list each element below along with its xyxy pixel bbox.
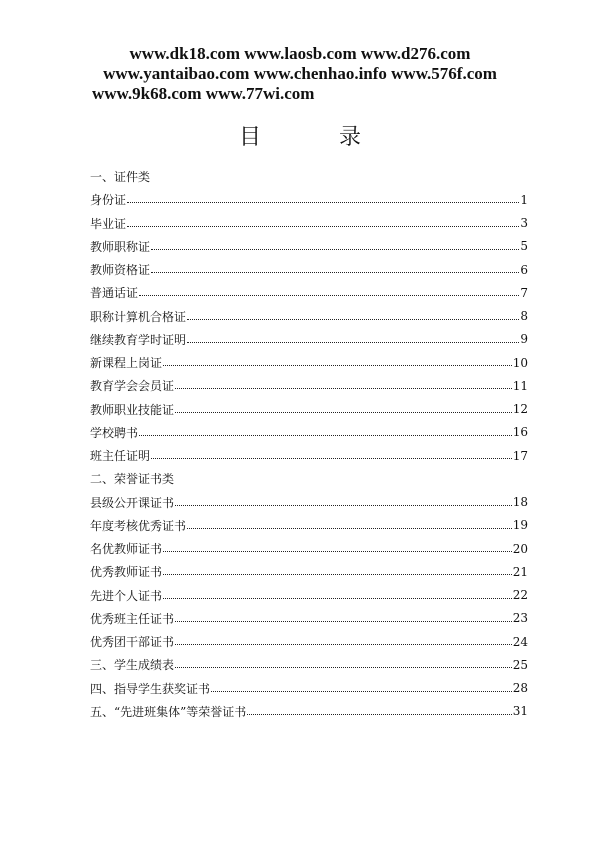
dot-leader [151,458,512,459]
toc-entry-label: 二、荣誉证书类 [90,472,175,487]
dot-leader [151,249,519,250]
toc-entry [90,700,528,723]
dot-leader [175,621,512,622]
toc-page-number: 11 [512,378,528,393]
header-urls [0,44,600,104]
toc-entry [90,258,528,281]
toc-entry-label: 学校聘书 [90,425,139,440]
toc-entry-label: 优秀团干部证书 [90,635,175,650]
dot-leader [175,667,512,668]
toc-entry-label: 身份证 [90,193,127,208]
toc-entry-label: 教育学会会员证 [90,379,175,394]
toc-entry-label: 一、证件类 [90,170,151,185]
toc-page-number: 16 [512,425,528,440]
dot-leader [163,598,512,599]
toc-entry-label: 优秀班主任证书 [90,611,175,626]
dot-leader [163,365,512,366]
toc-page-number: 12 [512,402,528,417]
toc-entry [90,630,528,653]
toc-entry-label: 三、学生成绩表 [90,658,175,673]
dot-leader [139,295,519,296]
dot-leader [127,226,519,227]
toc-page-number: 1 [520,192,528,207]
toc-page-number: 23 [512,611,528,626]
dot-leader [187,342,519,343]
dot-leader [175,388,512,389]
toc-section-heading [90,467,528,490]
header-line-3: www.9k68.com www.77wi.com [92,84,315,103]
dot-leader [151,272,519,273]
toc-entry-label: 优秀教师证书 [90,565,163,580]
toc-entry [90,328,528,351]
toc-section-heading [90,165,528,188]
toc-entry [90,188,528,211]
toc-entry-label: 教师职称证 [90,239,151,254]
toc-page-number: 24 [512,634,528,649]
toc-entry-label: 普通话证 [90,286,139,301]
toc-entry [90,398,528,421]
toc-page-number: 3 [520,216,528,231]
toc-page-number: 7 [520,285,528,300]
toc-entry [90,514,528,537]
dot-leader [175,505,512,506]
dot-leader [211,691,512,692]
toc-entry [90,281,528,304]
toc-page-number: 17 [512,448,528,463]
toc-entry-label: 五、“先进班集体”等荣誉证书 [90,704,247,719]
toc-entry-label: 教师资格证 [90,263,151,278]
toc-page-number: 19 [512,518,528,533]
toc-page-number: 9 [520,332,528,347]
toc-entry-label: 职称计算机合格证 [90,309,187,324]
dot-leader [247,714,511,715]
toc-entry [90,584,528,607]
toc-entry [90,560,528,583]
toc-entry [90,351,528,374]
toc-entry [90,537,528,560]
toc-page-number: 5 [520,239,528,254]
toc-page-number: 8 [520,309,528,324]
dot-leader [163,551,512,552]
toc-entry-label: 年度考核优秀证书 [90,518,187,533]
toc-entry [90,653,528,676]
toc-entry-label: 继续教育学时证明 [90,332,187,347]
toc-entry [90,212,528,235]
toc-entry-label: 教师职业技能证 [90,402,175,417]
toc-page-number: 18 [512,495,528,510]
toc-entry-label: 先进个人证书 [90,588,163,603]
toc-entry-label: 四、指导学生获奖证书 [90,681,211,696]
toc-entry-label: 毕业证 [90,216,127,231]
header-line-2: www.yantaibao.com www.chenhao.info www.576f.com [103,64,497,83]
header-line-1: www.dk18.com www.laosb.com www.d276.com [129,44,471,63]
dot-leader [163,574,512,575]
dot-leader [127,202,519,203]
toc-entry [90,677,528,700]
toc-page-number: 10 [512,355,528,370]
toc-entry-label: 县级公开课证书 [90,495,175,510]
dot-leader [139,435,512,436]
toc-entry [90,444,528,467]
toc-page-number: 6 [520,262,528,277]
toc-entry [90,374,528,397]
toc-page-number: 28 [512,681,528,696]
toc-entry [90,305,528,328]
toc-entry [90,235,528,258]
dot-leader [187,528,512,529]
toc-entry [90,421,528,444]
toc-page-number: 25 [512,657,528,672]
toc-entry [90,607,528,630]
toc-entry [90,491,528,514]
dot-leader [175,644,512,645]
dot-leader [175,412,512,413]
page-title: 目录 [238,125,439,150]
dot-leader [187,319,519,320]
toc-entry-label: 名优教师证书 [90,542,163,557]
toc-page-number: 20 [512,541,528,556]
toc-entry-label: 新课程上岗证 [90,356,163,371]
table-of-contents [90,165,528,723]
toc-entry-label: 班主任证明 [90,449,151,464]
toc-page-number: 21 [512,564,528,579]
toc-page-number: 31 [512,704,528,719]
toc-page-number: 22 [512,588,528,603]
